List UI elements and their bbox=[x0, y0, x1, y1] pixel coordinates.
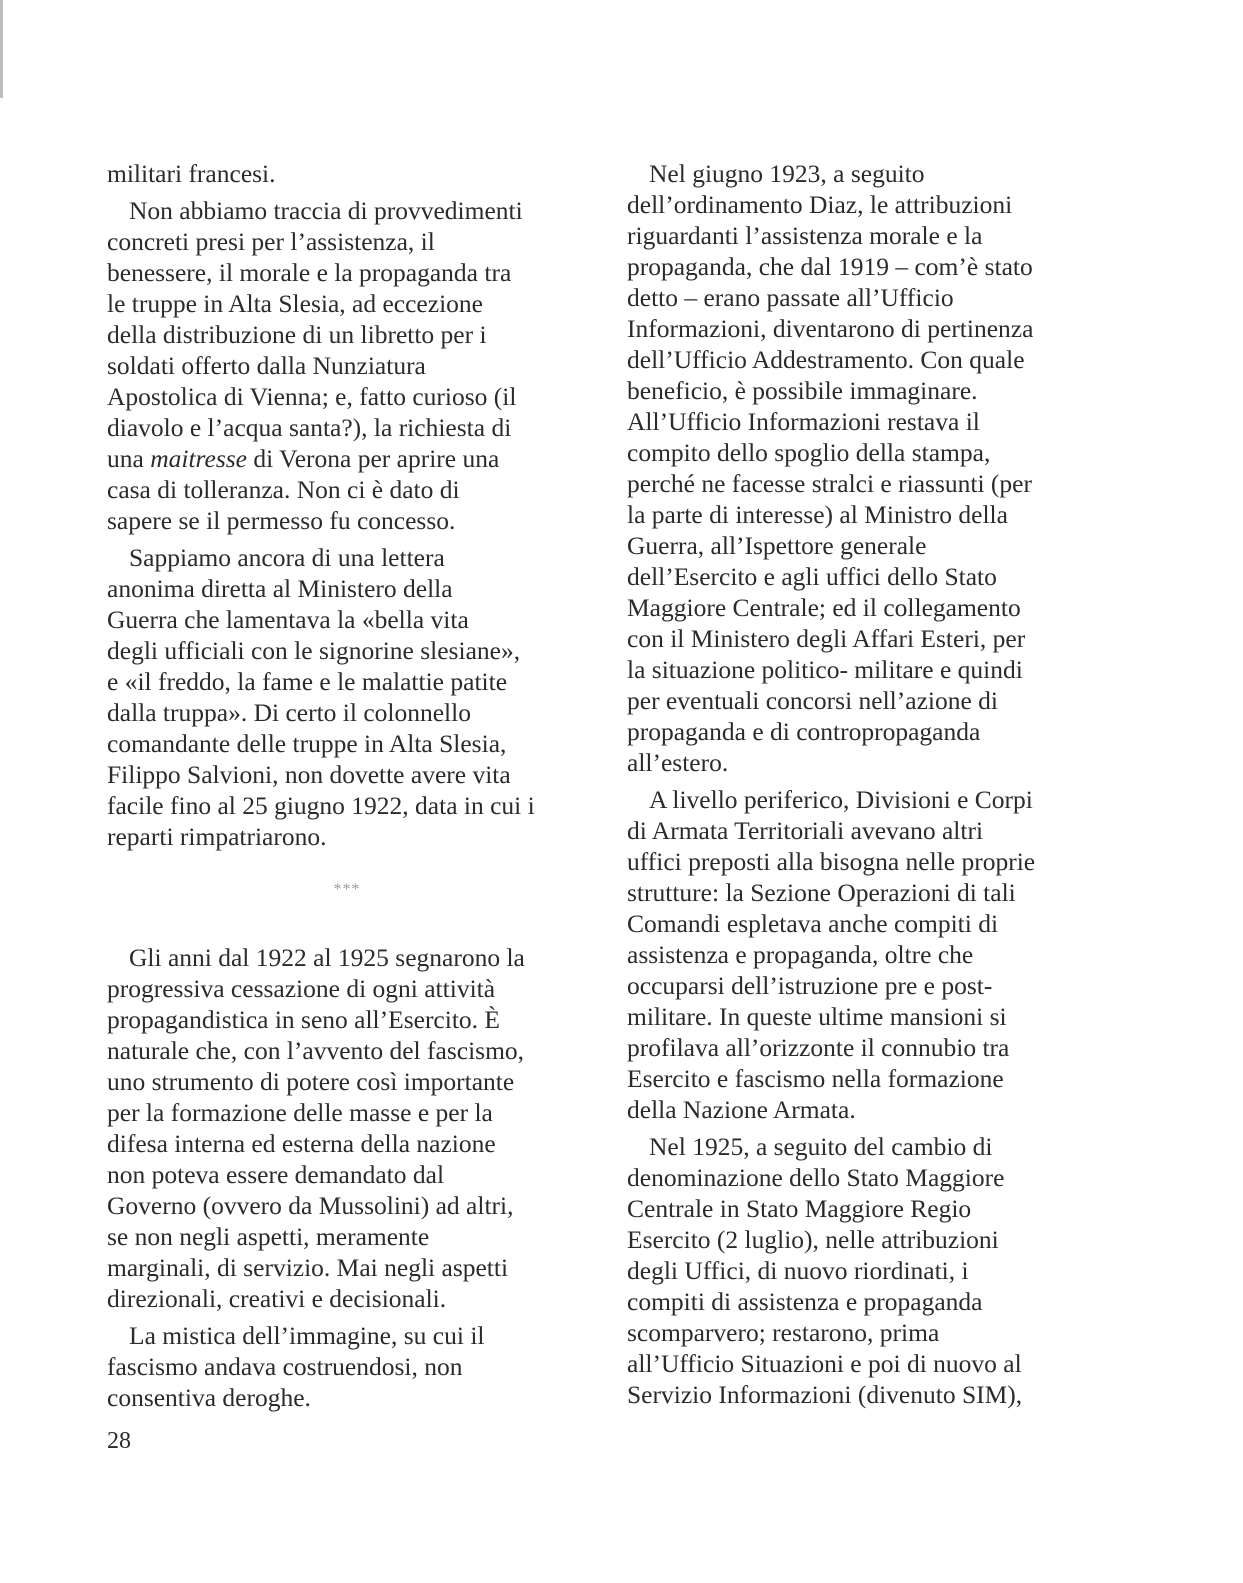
page-number: 28 bbox=[107, 1428, 131, 1454]
scan-edge-mark bbox=[0, 0, 3, 98]
text-line: se non negli aspetti, meramente bbox=[107, 1222, 430, 1251]
paragraph bbox=[107, 1320, 587, 1413]
text-line: Esercito (2 luglio), nelle attribuzioni bbox=[627, 1225, 999, 1254]
text-line: anonima diretta al Ministero della bbox=[107, 574, 453, 603]
text-line: per eventuali concorsi nell’azione di bbox=[627, 686, 999, 715]
left-column bbox=[107, 158, 587, 1419]
text-line: beneficio, è possibile immaginare. bbox=[627, 376, 978, 405]
text-line: La mistica dell’immagine, su cui il bbox=[129, 1321, 485, 1350]
text-line: dalla truppa». Di certo il colonnello bbox=[107, 698, 471, 727]
text-line: Comandi espletava anche compiti di bbox=[627, 909, 999, 938]
text-line: propagandistica in seno all’Esercito. È bbox=[107, 1005, 500, 1034]
text-line: dell’Esercito e agli uffici dello Stato bbox=[627, 562, 997, 591]
text-line: la parte di interesse) al Ministro della bbox=[627, 500, 1008, 529]
text-line: Guerra che lamentava la «bella vita bbox=[107, 605, 469, 634]
text-line: militare. In queste ultime mansioni si bbox=[627, 1002, 1007, 1031]
text-line: All’Ufficio Informazioni restava il bbox=[627, 407, 980, 436]
right-column bbox=[627, 158, 1107, 1416]
text-line: all’estero. bbox=[627, 748, 729, 777]
section-separator: *** bbox=[333, 881, 361, 898]
text-line: direzionali, creativi e decisionali. bbox=[107, 1284, 447, 1313]
text-line: le truppe in Alta Slesia, ad eccezione bbox=[107, 289, 483, 318]
text-line: Apostolica di Vienna; e, fatto curioso (il bbox=[107, 382, 517, 411]
text-line: scomparvero; restarono, prima bbox=[627, 1318, 940, 1347]
paragraph bbox=[627, 158, 1107, 778]
text-line: strutture: la Sezione Operazioni di tali bbox=[627, 878, 1016, 907]
text-line: all’Ufficio Situazioni e poi di nuovo al bbox=[627, 1349, 1022, 1378]
italic-word: maitresse bbox=[150, 444, 247, 473]
text-line: casa di tolleranza. Non ci è dato di bbox=[107, 475, 460, 504]
text-line: occuparsi dell’istruzione pre e post- bbox=[627, 971, 993, 1000]
text-line: consentiva deroghe. bbox=[107, 1383, 311, 1412]
text-line: compito dello spoglio della stampa, bbox=[627, 438, 991, 467]
text-line: Sappiamo ancora di una lettera bbox=[129, 543, 445, 572]
text-line: la situazione politico- militare e quindi bbox=[627, 655, 1023, 684]
text-line: Informazioni, diventarono di pertinenza bbox=[627, 314, 1034, 343]
text-line: e «il freddo, la fame e le malattie patite bbox=[107, 667, 508, 696]
text-line: Nel 1925, a seguito del cambio di bbox=[649, 1132, 993, 1161]
text-line: di Armata Territoriali avevano altri bbox=[627, 816, 984, 845]
text-line: dell’ordinamento Diaz, le attribuzioni bbox=[627, 190, 1013, 219]
text-line: propaganda e di contropropaganda bbox=[627, 717, 981, 746]
text-line: militari francesi. bbox=[107, 159, 276, 188]
text-line: degli Uffici, di nuovo riordinati, i bbox=[627, 1256, 969, 1285]
text-line: degli ufficiali con le signorine slesiane», bbox=[107, 636, 521, 665]
text-line: reparti rimpatriarono. bbox=[107, 822, 327, 851]
paragraph bbox=[107, 158, 587, 189]
text-line: concreti presi per l’assistenza, il bbox=[107, 227, 435, 256]
text-line: Non abbiamo traccia di provvedimenti bbox=[129, 196, 523, 225]
text-line: naturale che, con l’avvento del fascismo, bbox=[107, 1036, 525, 1065]
text-line: comandante delle truppe in Alta Slesia, bbox=[107, 729, 507, 758]
text-line: profilava all’orizzonte il connubio tra bbox=[627, 1033, 1010, 1062]
text-line: perché ne facesse stralci e riassunti (per bbox=[627, 469, 1032, 498]
text-line: Governo (ovvero da Mussolini) ad altri, bbox=[107, 1191, 514, 1220]
text-line: Esercito e fascismo nella formazione bbox=[627, 1064, 1004, 1093]
text-line: Guerra, all’Ispettore generale bbox=[627, 531, 927, 560]
text-line: uno strumento di potere così importante bbox=[107, 1067, 515, 1096]
text-line: non poteva essere demandato dal bbox=[107, 1160, 445, 1189]
paragraph bbox=[107, 542, 587, 852]
text-line: Servizio Informazioni (divenuto SIM), bbox=[627, 1380, 1023, 1409]
text-line: compiti di assistenza e propaganda bbox=[627, 1287, 983, 1316]
text-line: difesa interna ed esterna della nazione bbox=[107, 1129, 496, 1158]
text-line: A livello periferico, Divisioni e Corpi bbox=[649, 785, 1033, 814]
paragraph bbox=[107, 942, 587, 1314]
text-line: Nel giugno 1923, a seguito bbox=[649, 159, 925, 188]
text-line: detto – erano passate all’Ufficio bbox=[627, 283, 954, 312]
text-line: sapere se il permesso fu concesso. bbox=[107, 506, 456, 535]
text-line: uffici preposti alla bisogna nelle proprie bbox=[627, 847, 1036, 876]
paragraph bbox=[107, 195, 587, 536]
text-line: progressiva cessazione di ogni attività bbox=[107, 974, 496, 1003]
text-line: benessere, il morale e la propaganda tra bbox=[107, 258, 512, 287]
paragraph bbox=[627, 784, 1107, 1125]
text-line: diavolo e l’acqua santa?), la richiesta di bbox=[107, 413, 512, 442]
text-line: facile fino al 25 giugno 1922, data in cui i bbox=[107, 791, 535, 820]
text-line: soldati offerto dalla Nunziatura bbox=[107, 351, 426, 380]
text-line: Maggiore Centrale; ed il collegamento bbox=[627, 593, 1021, 622]
text-line: una maitresse di Verona per aprire una bbox=[107, 444, 500, 473]
text-line: per la formazione delle masse e per la bbox=[107, 1098, 493, 1127]
text-line: con il Ministero degli Affari Esteri, per bbox=[627, 624, 1026, 653]
text-line: Gli anni dal 1922 al 1925 segnarono la bbox=[129, 943, 525, 972]
text-line: marginali, di servizio. Mai negli aspetti bbox=[107, 1253, 509, 1282]
text-line: denominazione dello Stato Maggiore bbox=[627, 1163, 1005, 1192]
text-line: riguardanti l’assistenza morale e la bbox=[627, 221, 983, 250]
paragraph bbox=[627, 1131, 1107, 1410]
text-line: della Nazione Armata. bbox=[627, 1095, 856, 1124]
text-line: dell’Ufficio Addestramento. Con quale bbox=[627, 345, 1025, 374]
text-line: propaganda, che dal 1919 – com’è stato bbox=[627, 252, 1033, 281]
text-line: della distribuzione di un libretto per i bbox=[107, 320, 487, 349]
text-line: fascismo andava costruendosi, non bbox=[107, 1352, 463, 1381]
text-line: Centrale in Stato Maggiore Regio bbox=[627, 1194, 972, 1223]
text-line: assistenza e propaganda, oltre che bbox=[627, 940, 974, 969]
text-line: Filippo Salvioni, non dovette avere vita bbox=[107, 760, 511, 789]
